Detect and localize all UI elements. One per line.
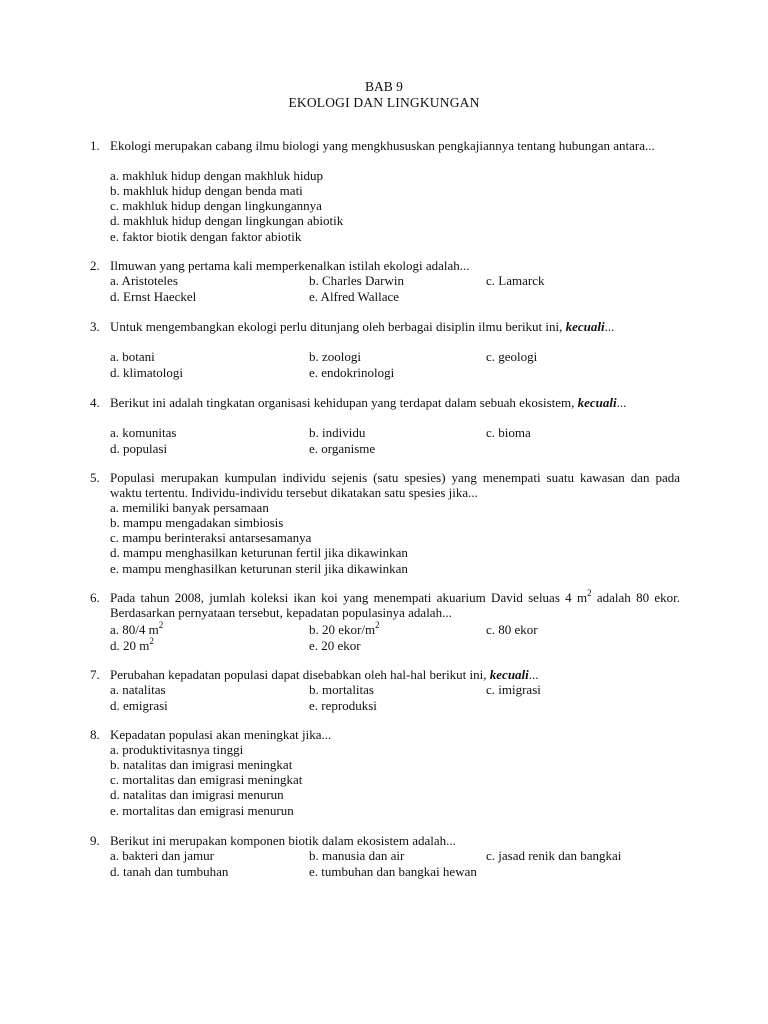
option-c: c. makhluk hidup dengan lingkungannya	[110, 198, 322, 213]
option-c: c. mortalitas dan emigrasi meningkat	[110, 772, 303, 787]
option-d: d. mampu menghasilkan keturunan fertil jika dikawinkan	[110, 545, 408, 560]
question-stem: Ekologi merupakan cabang ilmu biologi yang mengkhususkan pengkajiannya tentang hubungan antara...	[110, 138, 655, 153]
option-b: b. Charles Darwin	[309, 273, 404, 288]
option-superscript: 2	[375, 619, 380, 630]
option-text: a. 80/4 m	[110, 622, 159, 637]
option-a: a. Aristoteles	[110, 273, 178, 288]
option-e: e. organisme	[309, 441, 376, 456]
option-c: c. geologi	[486, 349, 538, 364]
option-d: d. klimatologi	[110, 365, 183, 380]
option-c: c. imigrasi	[486, 682, 541, 697]
option-b: b. zoologi	[309, 349, 361, 364]
stem-text-part1: Pada tahun 2008, jumlah koleksi ikan koi yang menempati akuarium David seluas 4 m	[110, 590, 588, 605]
option-e: e. reproduksi	[309, 698, 377, 713]
option-superscript: 2	[149, 635, 154, 646]
option-e: e. mortalitas dan emigrasi menurun	[110, 803, 294, 818]
question-number: 3.	[90, 319, 100, 334]
option-a: a. produktivitasnya tinggi	[110, 742, 244, 757]
option-b: b. makhluk hidup dengan benda mati	[110, 183, 303, 198]
question-stem	[110, 667, 680, 682]
stem-text: Perubahan kepadatan populasi dapat disebabkan oleh hal-hal berikut ini,	[110, 667, 487, 682]
option-d: d. Ernst Haeckel	[110, 289, 197, 304]
option-a: a. botani	[110, 349, 155, 364]
option-e: e. tumbuhan dan bangkai hewan	[309, 864, 477, 879]
question-stem	[110, 395, 680, 410]
option-a: a. bakteri dan jamur	[110, 848, 214, 863]
option-e: e. faktor biotik dengan faktor abiotik	[110, 229, 302, 244]
option-text: b. 20 ekor/m	[309, 622, 376, 637]
option-b: b. manusia dan air	[309, 848, 405, 863]
stem-text: Berikut ini adalah tingkatan organisasi kehidupan yang terdapat dalam sebuah ekosistem,	[110, 395, 575, 410]
chapter-title: EKOLOGI DAN LINGKUNGAN	[288, 95, 480, 110]
question-stem: Berikut ini merupakan komponen biotik dalam ekosistem adalah...	[110, 833, 456, 848]
question-number: 1.	[90, 138, 100, 153]
stem-emphasis: kecuali	[565, 319, 605, 334]
question-number: 9.	[90, 833, 100, 848]
option-c: c. mampu berinteraksi antarsesamanya	[110, 530, 312, 545]
option-e	[309, 638, 361, 653]
option-b	[309, 619, 380, 637]
stem-suffix: ...	[616, 395, 627, 410]
stem-suffix: ...	[604, 319, 615, 334]
option-e: e. endokrinologi	[309, 365, 395, 380]
option-d: d. emigrasi	[110, 698, 168, 713]
option-d: d. natalitas dan imigrasi menurun	[110, 787, 284, 802]
option-c: c. bioma	[486, 425, 531, 440]
chapter-label: BAB 9	[365, 79, 403, 94]
stem-superscript: 2	[587, 587, 592, 598]
option-d: d. populasi	[110, 441, 168, 456]
question-stem: Ilmuwan yang pertama kali memperkenalkan istilah ekologi adalah...	[110, 258, 470, 273]
question-number: 5.	[90, 470, 100, 485]
option-e: e. Alfred Wallace	[309, 289, 400, 304]
stem-emphasis: kecuali	[489, 667, 529, 682]
option-a: a. natalitas	[110, 682, 166, 697]
option-text: d. 20 m	[110, 638, 150, 653]
option-b: b. mortalitas	[309, 682, 374, 697]
question-number: 4.	[90, 395, 100, 410]
option-c: c. Lamarck	[486, 273, 545, 288]
option-b: b. individu	[309, 425, 366, 440]
option-c: c. jasad renik dan bangkai	[486, 848, 622, 863]
option-e: e. mampu menghasilkan keturunan steril jika dikawinkan	[110, 561, 408, 576]
option-d	[110, 635, 154, 653]
stem-suffix: ...	[528, 667, 539, 682]
question-stem: Kepadatan populasi akan meningkat jika...	[110, 727, 332, 742]
option-a: a. makhluk hidup dengan makhluk hidup	[110, 168, 324, 183]
option-a: a. komunitas	[110, 425, 177, 440]
option-d: d. tanah dan tumbuhan	[110, 864, 229, 879]
option-text: c. 80 ekor	[486, 622, 538, 637]
option-c	[486, 622, 538, 637]
question-number: 2.	[90, 258, 100, 273]
question-stem: Populasi merupakan kumpulan individu sejenis (satu spesies) yang menempati suatu kawasan dan pada waktu tertentu. Individu-individu tersebut dikatakan satu spesies jika...	[110, 470, 680, 501]
stem-emphasis: kecuali	[577, 395, 617, 410]
question-stem	[110, 587, 680, 621]
document-header	[0, 79, 768, 111]
question-number: 8.	[90, 727, 100, 742]
option-d: d. makhluk hidup dengan lingkungan abiotik	[110, 213, 344, 228]
question-number: 6.	[90, 590, 100, 605]
question-number: 7.	[90, 667, 100, 682]
stem-text: Untuk mengembangkan ekologi perlu ditunjang oleh berbagai disiplin ilmu berikut ini,	[110, 319, 563, 334]
option-superscript: 2	[158, 619, 164, 630]
question-stem	[110, 319, 680, 334]
option-text: e. 20 ekor	[309, 638, 361, 653]
option-b: b. mampu mengadakan simbiosis	[110, 515, 284, 530]
option-b: b. natalitas dan imigrasi meningkat	[110, 757, 293, 772]
option-a	[110, 619, 164, 637]
option-a: a. memiliki banyak persamaan	[110, 500, 269, 515]
stem-text-part2: adalah 80 ekor. Berdasarkan pernyataan tersebut, kepadatan populasinya adalah...	[110, 590, 680, 621]
